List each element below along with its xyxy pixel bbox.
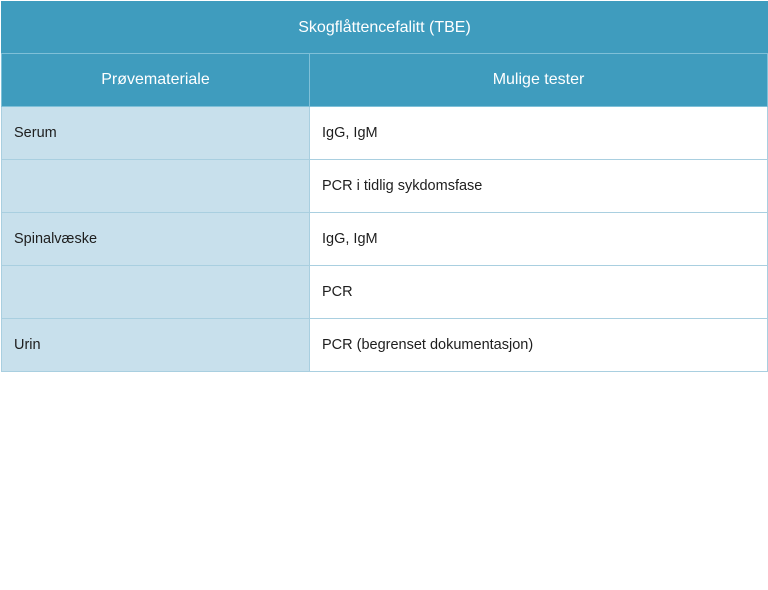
material-cell: Urin — [2, 319, 310, 372]
table-header-row — [2, 54, 768, 107]
material-cell — [2, 160, 310, 213]
tests-cell: PCR i tidlig sykdomsfase — [310, 160, 768, 213]
tests-cell: IgG, IgM — [310, 107, 768, 160]
table-title-row — [2, 2, 768, 54]
tests-cell: IgG, IgM — [310, 213, 768, 266]
tbe-sample-table — [1, 1, 768, 372]
column-header-tests: Mulige tester — [310, 54, 768, 107]
tests-cell: PCR (begrenset dokumentasjon) — [310, 319, 768, 372]
table-row — [2, 319, 768, 372]
tests-cell: PCR — [310, 266, 768, 319]
material-cell — [2, 266, 310, 319]
table-row — [2, 160, 768, 213]
table-row — [2, 107, 768, 160]
material-cell: Serum — [2, 107, 310, 160]
table-row — [2, 213, 768, 266]
table-row — [2, 266, 768, 319]
material-cell: Spinalvæske — [2, 213, 310, 266]
table-title: Skogflåttencefalitt (TBE) — [2, 2, 768, 54]
column-header-material: Prøvemateriale — [2, 54, 310, 107]
